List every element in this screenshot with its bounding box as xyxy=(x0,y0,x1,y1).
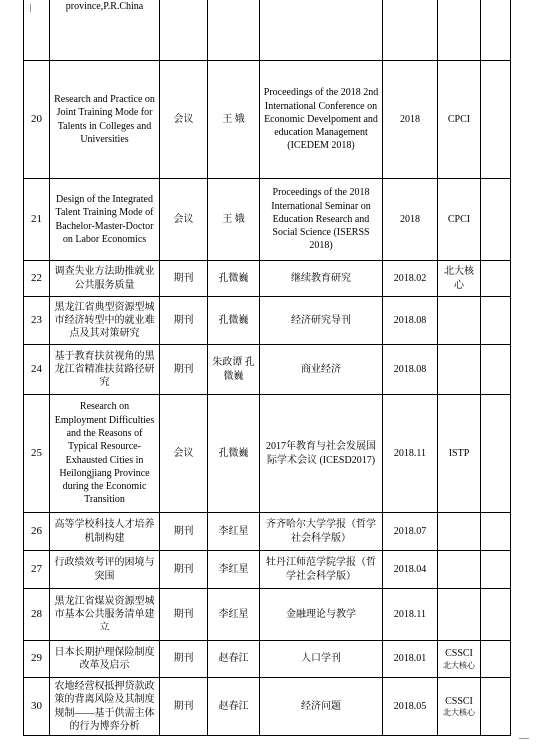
author: 王 娥 xyxy=(208,179,260,261)
blank-cell xyxy=(481,395,511,513)
index xyxy=(438,678,481,736)
table-row xyxy=(24,395,511,513)
year: 2018.04 xyxy=(383,551,438,589)
blank-cell xyxy=(481,678,511,736)
year: 2018.08 xyxy=(383,345,438,395)
table-row xyxy=(24,641,511,678)
table-row xyxy=(24,551,511,589)
publication-type: 期刊 xyxy=(160,513,208,551)
paper-title: Research on Employment Difficulties and the Reasons of Typical Resource-Exhausted Cities in Heilongjiang Province during the Economic Transition xyxy=(50,395,160,513)
publication-table xyxy=(23,0,511,736)
index-main: CSSCI xyxy=(445,695,473,707)
index-small: 北大核心 xyxy=(443,660,475,670)
page-corner-mark xyxy=(519,738,529,749)
publication-type: 期刊 xyxy=(160,297,208,345)
paper-title: 调查失业方法助推就业公共服务质量 xyxy=(50,261,160,297)
venue: Proceedings of the 2018 International Seminar on Education Research and Social Science (ISERSS 2018) xyxy=(260,179,383,261)
row-number: 30 xyxy=(24,678,50,736)
index xyxy=(438,0,481,61)
publication-type: 期刊 xyxy=(160,678,208,736)
table-row xyxy=(24,678,511,736)
row-number: 28 xyxy=(24,589,50,641)
year: 2018.07 xyxy=(383,513,438,551)
author: 王 娥 xyxy=(208,61,260,179)
blank-cell xyxy=(481,261,511,297)
author: 朱政谭 孔微巍 xyxy=(208,345,260,395)
year xyxy=(383,0,438,61)
row-number: 22 xyxy=(24,261,50,297)
author: 赵春江 xyxy=(208,678,260,736)
table-row xyxy=(24,179,511,261)
blank-cell xyxy=(481,345,511,395)
venue: 经济研究导刊 xyxy=(260,297,383,345)
index-small: 北大核心 xyxy=(443,708,475,718)
table-row xyxy=(24,589,511,641)
publication-type: 期刊 xyxy=(160,345,208,395)
author: 孔微巍 xyxy=(208,395,260,513)
paper-title: 农地经营权抵押贷款政策的背离风险及其制度规制——基于供需主体的行为博弈分析 xyxy=(50,678,160,736)
publication-type: 会议 xyxy=(160,179,208,261)
venue: 经济问题 xyxy=(260,678,383,736)
blank-cell xyxy=(481,551,511,589)
author xyxy=(208,0,260,61)
venue: 2017年教育与社会发展国际学术会议 (ICESD2017) xyxy=(260,395,383,513)
index: ISTP xyxy=(438,395,481,513)
publication-type: 期刊 xyxy=(160,551,208,589)
venue: 商业经济 xyxy=(260,345,383,395)
year: 2018.08 xyxy=(383,297,438,345)
paper-title: 日本长期护理保险制度改革及启示 xyxy=(50,641,160,678)
row-number: 21 xyxy=(24,179,50,261)
year: 2018.11 xyxy=(383,589,438,641)
blank-cell xyxy=(481,641,511,678)
table-row xyxy=(24,61,511,179)
venue xyxy=(260,0,383,61)
author: 李红星 xyxy=(208,513,260,551)
row-number: 27 xyxy=(24,551,50,589)
paper-title: Design of the Integrated Talent Training Mode of Bachelor-Master-Doctor on Labor Economics xyxy=(50,179,160,261)
index xyxy=(438,551,481,589)
paper-title: Research and Practice on Joint Training Mode for Talents in Colleges and Universities xyxy=(50,61,160,179)
index xyxy=(438,345,481,395)
author: 孔微巍 xyxy=(208,261,260,297)
venue: 继续教育研究 xyxy=(260,261,383,297)
publication-type xyxy=(160,0,208,61)
row-number: 20 xyxy=(24,61,50,179)
publication-type: 会议 xyxy=(160,61,208,179)
table-row xyxy=(24,297,511,345)
index xyxy=(438,513,481,551)
blank-cell xyxy=(481,513,511,551)
paper-title: province,P.R.China xyxy=(50,0,160,61)
row-number: 25 xyxy=(24,395,50,513)
publication-type: 期刊 xyxy=(160,641,208,678)
index: 北大核心 xyxy=(438,261,481,297)
year: 2018.05 xyxy=(383,678,438,736)
row-number: 29 xyxy=(24,641,50,678)
paper-title: 基于教育扶贫视角的黑龙江省精准扶贫路径研究 xyxy=(50,345,160,395)
table-row xyxy=(24,345,511,395)
author: 赵春江 xyxy=(208,641,260,678)
year: 2018.01 xyxy=(383,641,438,678)
row-number: 24 xyxy=(24,345,50,395)
venue: 人口学刊 xyxy=(260,641,383,678)
paper-title: 高等学校科技人才培养机制构建 xyxy=(50,513,160,551)
index xyxy=(438,641,481,678)
year: 2018.02 xyxy=(383,261,438,297)
venue: 金融理论与教学 xyxy=(260,589,383,641)
venue: 齐齐哈尔大学学报（哲学社会科学版） xyxy=(260,513,383,551)
year: 2018 xyxy=(383,179,438,261)
venue: 牡丹江师范学院学报（哲学社会科学版） xyxy=(260,551,383,589)
table-row xyxy=(24,261,511,297)
index-main: CSSCI xyxy=(445,648,473,660)
author: 李红星 xyxy=(208,589,260,641)
publication-type: 会议 xyxy=(160,395,208,513)
year: 2018.11 xyxy=(383,395,438,513)
paper-title: 行政绩效考评的困境与突围 xyxy=(50,551,160,589)
table-row xyxy=(24,513,511,551)
year: 2018 xyxy=(383,61,438,179)
blank-cell xyxy=(481,179,511,261)
blank-cell xyxy=(481,0,511,61)
row-number: 26 xyxy=(24,513,50,551)
table-row xyxy=(24,0,511,61)
index xyxy=(438,297,481,345)
paper-title: 黑龙江省煤炭资源型城市基本公共服务清单建立 xyxy=(50,589,160,641)
paper-title: 黑龙江省典型资源型城市经济转型中的就业难点及其对策研究 xyxy=(50,297,160,345)
author: 李红星 xyxy=(208,551,260,589)
blank-cell xyxy=(481,297,511,345)
author: 孔微巍 xyxy=(208,297,260,345)
index: CPCI xyxy=(438,179,481,261)
index xyxy=(438,589,481,641)
publication-type: 期刊 xyxy=(160,589,208,641)
publication-type: 期刊 xyxy=(160,261,208,297)
blank-cell xyxy=(481,589,511,641)
venue: Proceedings of the 2018 2nd International Conference on Economic Develpoment and education Management (ICEDEM 2018) xyxy=(260,61,383,179)
blank-cell xyxy=(481,61,511,179)
index: CPCI xyxy=(438,61,481,179)
row-number xyxy=(24,0,50,61)
row-number: 23 xyxy=(24,297,50,345)
